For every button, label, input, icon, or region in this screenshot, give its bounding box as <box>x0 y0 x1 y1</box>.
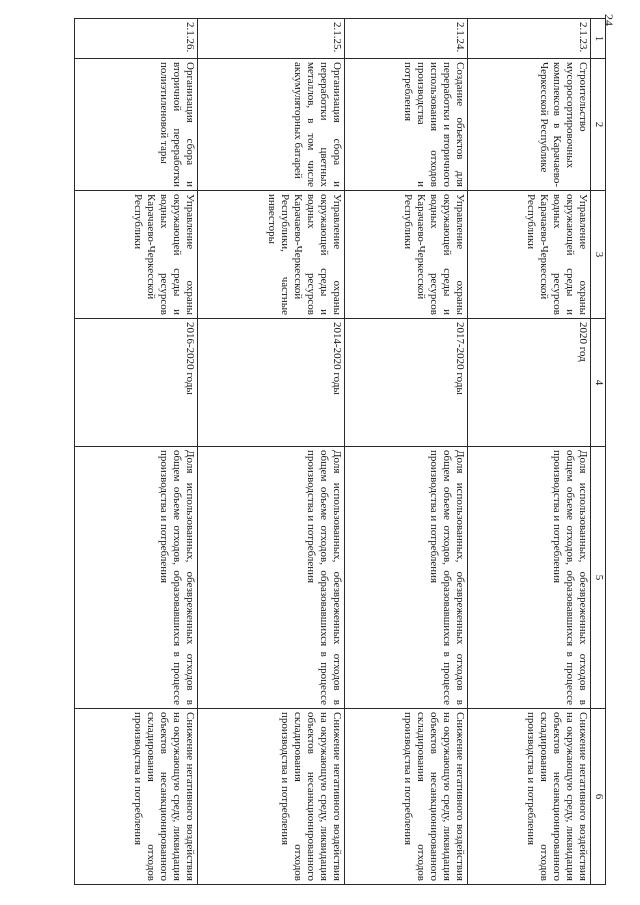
measure-name: Организация сбора и вторичной переработки полиэтиленовой тары <box>75 59 198 191</box>
measure-name: Создание объектов для переработки и вторичного использования отходов производства и потребления <box>344 59 467 191</box>
table-row <box>198 19 345 885</box>
rotated-page <box>74 18 606 884</box>
executor: Управление охраны окружающей среды и водных ресурсов Карачаево-Черкесской Республики <box>75 191 198 319</box>
header-cell: 3 <box>591 191 606 319</box>
period: 2014-2020 годы <box>198 319 345 447</box>
indicator: Доля использованных, обезвреженных отходов в общем объеме отходов, образовавшихся в процессе производства и потребления <box>467 447 590 709</box>
period: 2016-2020 годы <box>75 319 198 447</box>
row-number: 2.1.24. <box>344 19 467 59</box>
table-row <box>344 19 467 885</box>
header-cell: 4 <box>591 319 606 447</box>
header-row <box>591 19 606 885</box>
header-cell: 2 <box>591 59 606 191</box>
result: Снижение негативного воздействия на окружающую среду, ликвидация объектов несанкционированного складирования отходов производства и потребления <box>344 709 467 885</box>
header-cell: 5 <box>591 447 606 709</box>
row-number: 2.1.23. <box>467 19 590 59</box>
indicator: Доля использованных, обезвреженных отходов в общем объеме отходов, образовавшихся в процессе производства и потребления <box>75 447 198 709</box>
executor: Управление охраны окружающей среды и водных ресурсов Карачаево-Черкесской Республики <box>467 191 590 319</box>
measure-name: Строительство мусоросортировочных комплексов в Карачаево-Черкесской Республике <box>467 59 590 191</box>
header-cell: 6 <box>591 709 606 885</box>
result: Снижение негативного воздействия на окружающую среду, ликвидация объектов несанкционированного складирования отходов производства и потребления <box>198 709 345 885</box>
table-row <box>75 19 198 885</box>
result: Снижение негативного воздействия на окружающую среду, ликвидация объектов несанкционированного складирования отходов производства и потребления <box>75 709 198 885</box>
result: Снижение негативного воздействия на окружающую среду, ликвидация объектов несанкционированного складирования отходов производства и потребления <box>467 709 590 885</box>
row-number: 2.1.26. <box>75 19 198 59</box>
indicator: Доля использованных, обезвреженных отходов в общем объеме отходов, образовавшихся в процессе производства и потребления <box>198 447 345 709</box>
row-number: 2.1.25. <box>198 19 345 59</box>
header-cell: 1 <box>591 19 606 59</box>
page-number: 24 <box>602 14 616 26</box>
executor: Управление охраны окружающей среды и водных ресурсов Карачаево-Черкесской Республики <box>344 191 467 319</box>
program-measures-table <box>74 18 606 885</box>
executor: Управление охраны окружающей среды и водных ресурсов Карачаево-Черкесской Республики, частные инвесторы <box>198 191 345 319</box>
indicator: Доля использованных, обезвреженных отходов в общем объеме отходов, образовавшихся в процессе производства и потребления <box>344 447 467 709</box>
measure-name: Организация сбора и переработки цветных металлов, в том числе аккумуляторных батарей <box>198 59 345 191</box>
period: 2017-2020 годы <box>344 319 467 447</box>
period: 2020 год <box>467 319 590 447</box>
table-row <box>467 19 590 885</box>
